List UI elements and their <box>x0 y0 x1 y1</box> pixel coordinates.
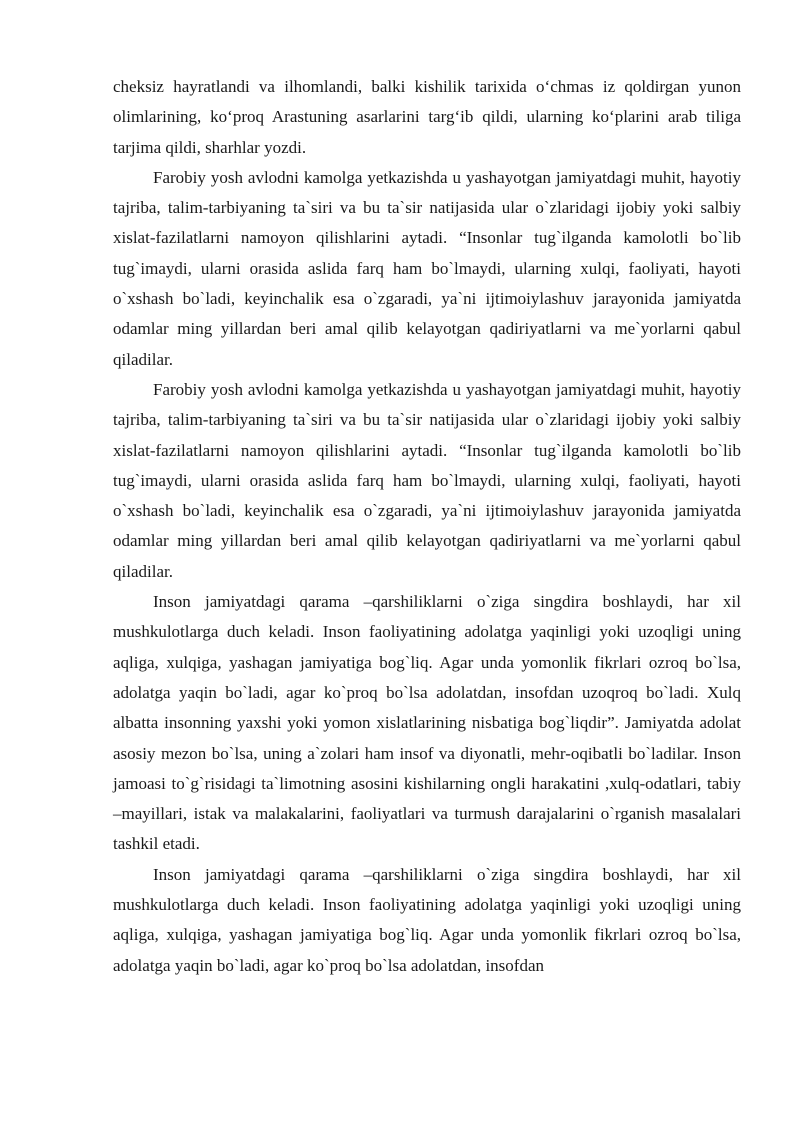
paragraph-3: Farobiy yosh avlodni kamolga yetkazishda u yashayotgan jamiyatdagi muhit, hayotiy tajriba, talim-tarbiyaning ta`siri va bu ta`sir natijasida ular o`zlaridagi ijobiy yoki salbiy xislat-fazilatlarni namoyon qilishlarini aytadi. “Insonlar tug`ilganda kamolotli bo`lib tug`imaydi, ularni orasida aslida farq ham bo`lmaydi, ularning xulqi, faoliyati, hayoti o`xshash bo`ladi, keyinchalik esa o`zgaradi, ya`ni ijtimoiylashuv jarayonida jamiyatda odamlar ming yillardan beri amal qilib kelayotgan qadiriyatlarni va me`yorlarni qabul qiladilar. <box>113 379 741 581</box>
paragraph-4: Inson jamiyatdagi qarama –qarshiliklarni o`ziga singdira boshlaydi, har xil mushkulotlarga duch keladi. Inson faoliyatining adolatga yaqinligi yoki uzoqligi uning aqliga, xulqiga, yashagan jamiyatiga bog`liq. Agar unda yomonlik fikrlari ozroq bo`lsa, adolatga yaqin bo`ladi, agar ko`proq bo`lsa adolatdan, insofdan uzoqroq bo`ladi. Xulq albatta insonning yaxshi yoki yomon xislatlarining nisbatiga bog`liqdir”. Jamiyatda adolat asosiy mezon bo`lsa, uning a`zolari ham insof va diyonatli, mehr-oqibatli bo`ladilar. Inson jamoasi to`g`risidagi ta`limotning asosini kishilarning ongli harakatini ,xulq-odatlari, tabiy –mayillari, istak va malakalarini, faoliyatlari va turmush darajalarini o`rganish masalalari tashkil etadi. <box>113 592 741 854</box>
paragraph-1: cheksiz hayratlandi va ilhomlandi, balki kishilik tarixida o‘chmas iz qoldirgan yunon olimlarining, ko‘proq Arastuning asarlarini targ‘ib qildi, ularning ko‘plarini arab tiliga tarjima qildi, sharhlar yozdi. <box>113 77 741 157</box>
document-body <box>113 72 741 981</box>
paragraph-5: Inson jamiyatdagi qarama –qarshiliklarni o`ziga singdira boshlaydi, har xil mushkulotlarga duch keladi. Inson faoliyatining adolatga yaqinligi yoki uzoqligi uning aqliga, xulqiga, yashagan jamiyatiga bog`liq. Agar unda yomonlik fikrlari ozroq bo`lsa, adolatga yaqin bo`ladi, agar ko`proq bo`lsa adolatdan, insofdan <box>113 864 741 975</box>
paragraph-2: Farobiy yosh avlodni kamolga yetkazishda u yashayotgan jamiyatdagi muhit, hayotiy tajriba, talim-tarbiyaning ta`siri va bu ta`sir natijasida ular o`zlaridagi ijobiy yoki salbiy xislat-fazilatlarni namoyon qilishlarini aytadi. “Insonlar tug`ilganda kamolotli bo`lib tug`imaydi, ularni orasida aslida farq ham bo`lmaydi, ularning xulqi, faoliyati, hayoti o`xshash bo`ladi, keyinchalik esa o`zgaradi, ya`ni ijtimoiylashuv jarayonida jamiyatda odamlar ming yillardan beri amal qilib kelayotgan qadiriyatlarni va me`yorlarni qabul qiladilar. <box>113 167 741 369</box>
